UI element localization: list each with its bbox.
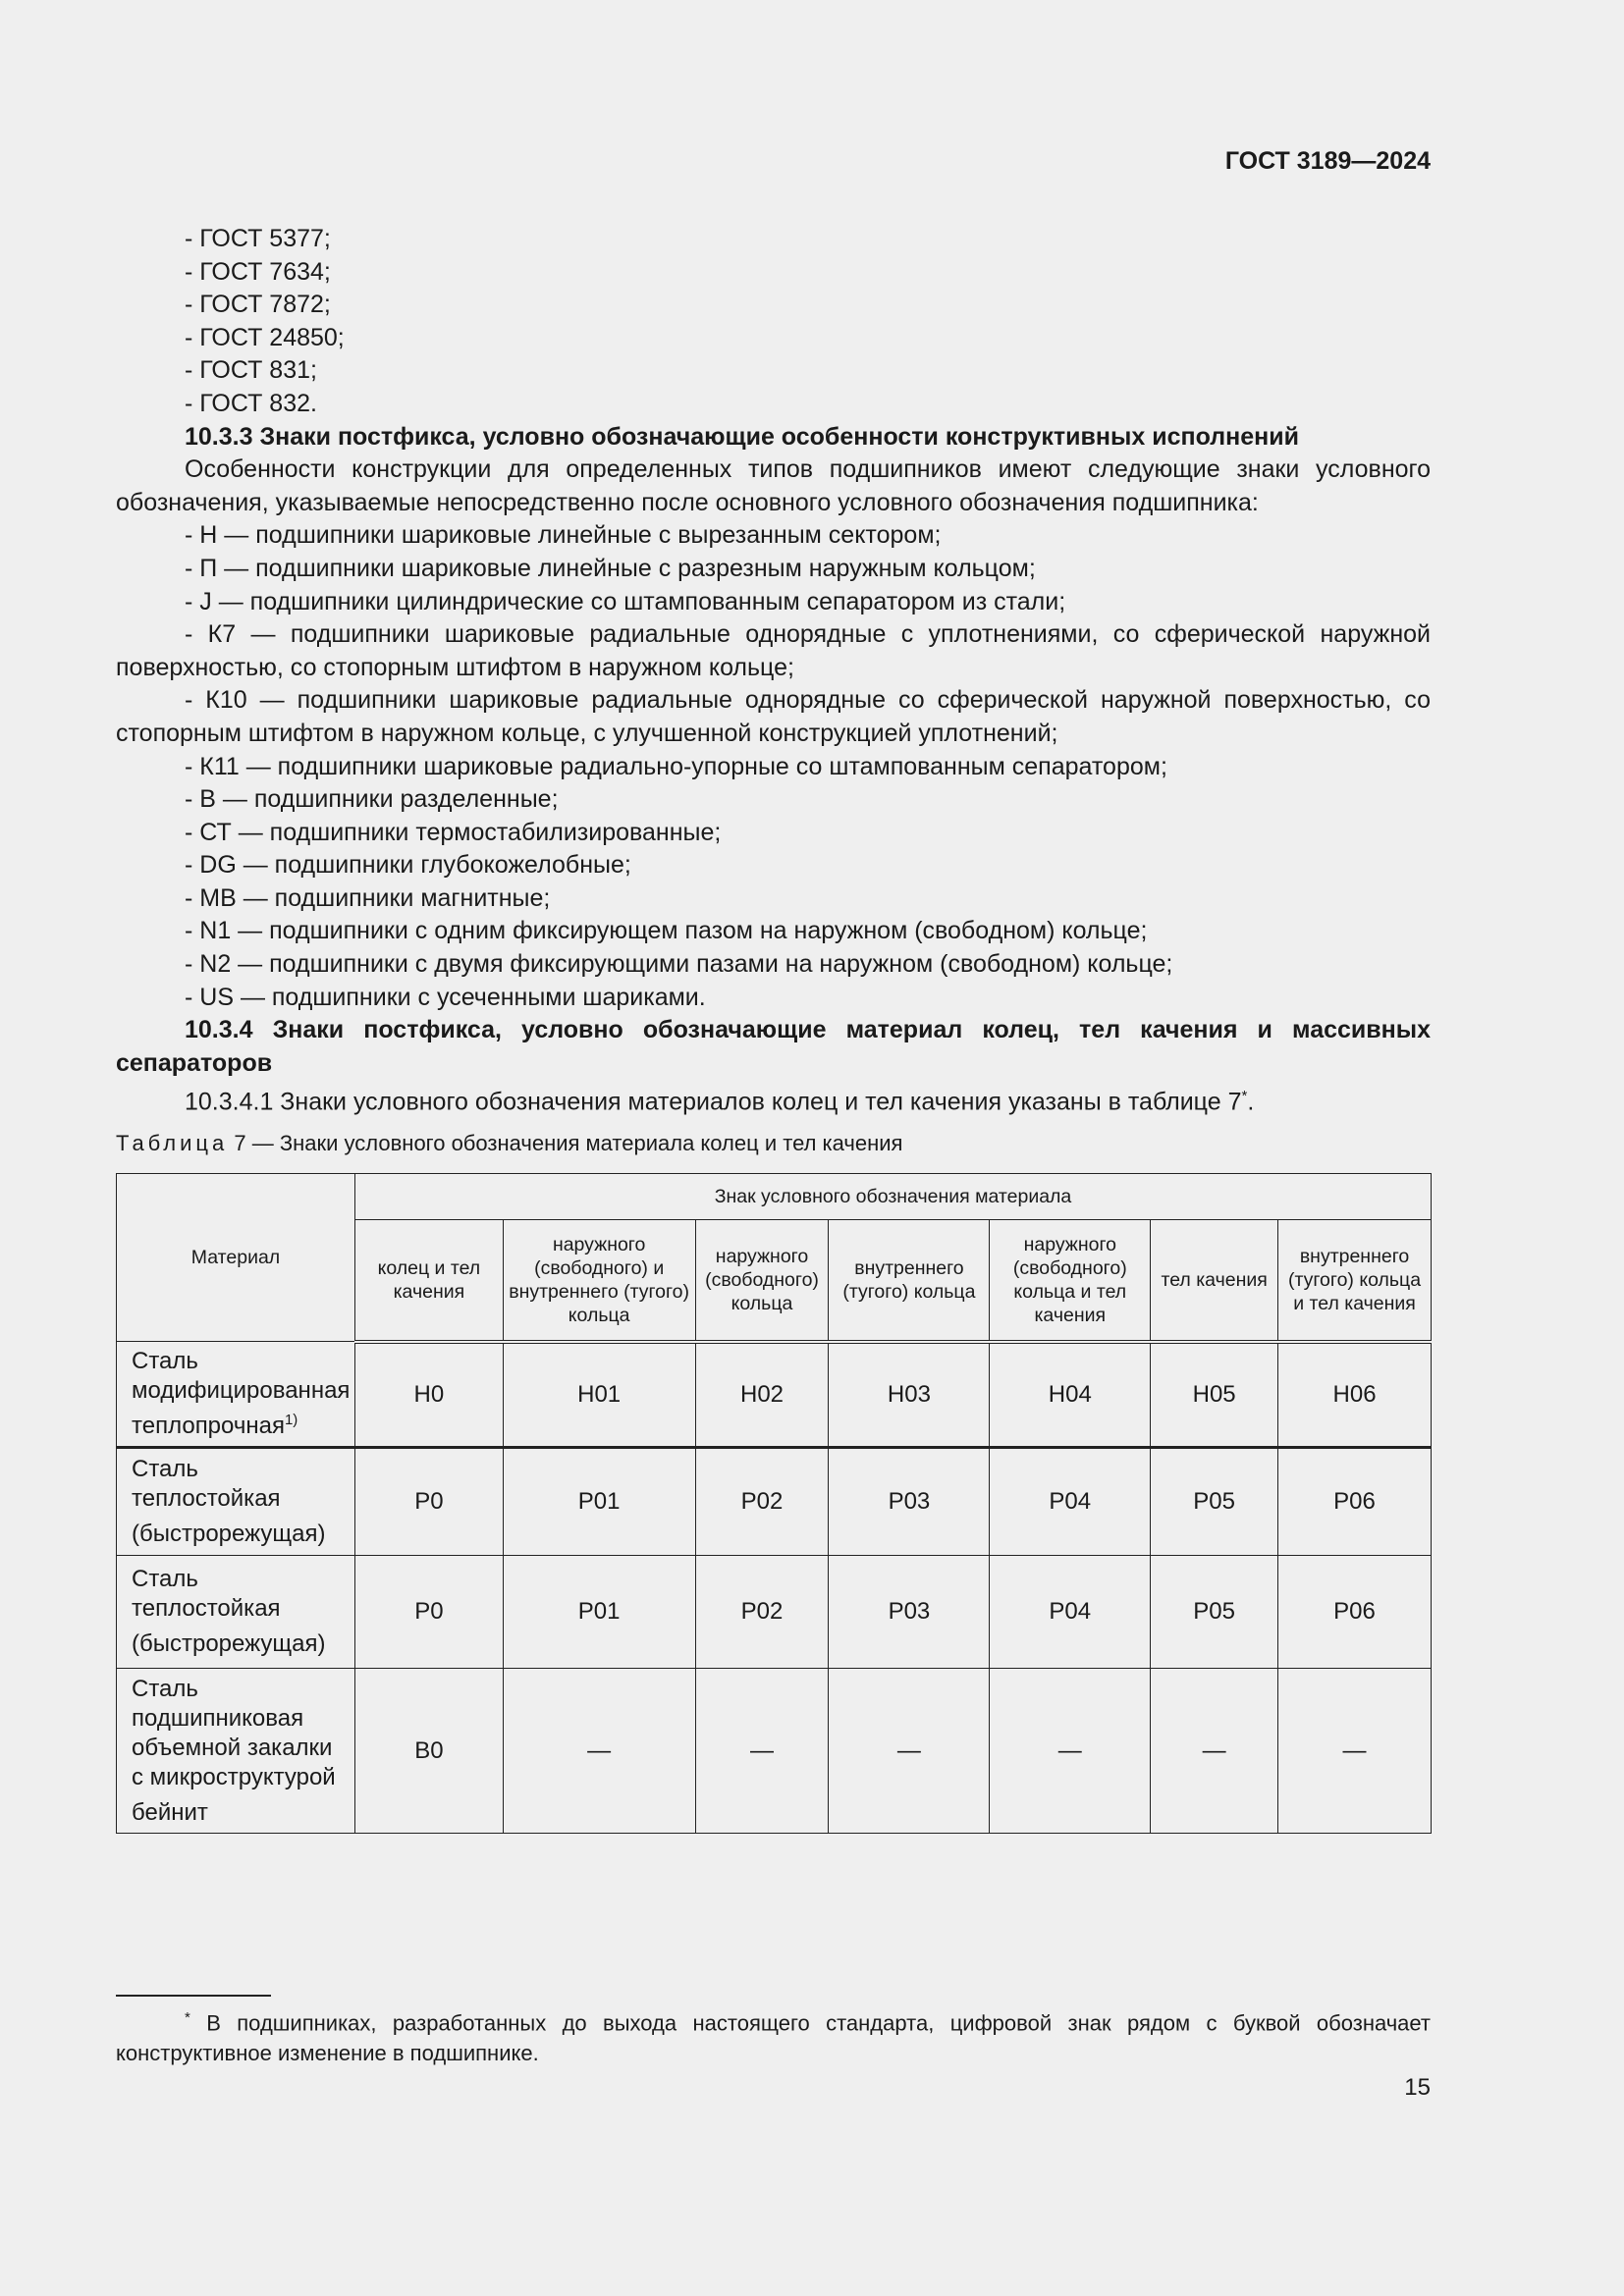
code-cell: Н01 xyxy=(503,1342,695,1448)
list-item: - К11 — подшипники шариковые радиально-упорные со штампованным сепаратором; xyxy=(185,752,1167,780)
code-cell: Р03 xyxy=(829,1556,990,1669)
body-text xyxy=(116,223,1431,1119)
code-cell: Н02 xyxy=(695,1342,829,1448)
list-item: - H — подшипники шариковые линейные с вырезанным сектором; xyxy=(185,521,942,550)
subheader-cell: колец и тел качения xyxy=(354,1220,503,1342)
code-cell: Р01 xyxy=(503,1448,695,1556)
code-cell: Н03 xyxy=(829,1342,990,1448)
paragraph-10-3-4-1 xyxy=(116,1080,1431,1119)
list-item: - N1 — подшипники с одним фиксирующем пазом на наружном (свободном) кольце; xyxy=(185,917,1148,945)
subheader-cell: наружного (свободного) кольца и тел качения xyxy=(990,1220,1151,1342)
list-item: - К7 — подшипники шариковые радиальные однорядные с уплотнениями, со сферической наружной поверхностью, со стопорным штифтом в наружном кольце; xyxy=(116,620,1431,681)
code-cell: Р0 xyxy=(354,1448,503,1556)
code-cell: В0 xyxy=(354,1669,503,1834)
code-cell: — xyxy=(503,1669,695,1834)
table-row xyxy=(117,1669,1432,1834)
material-cell xyxy=(117,1448,355,1556)
list-item: - ГОСТ 5377; xyxy=(185,225,331,252)
list-item: - DG — подшипники глубокожелобные; xyxy=(185,851,631,880)
material-cell xyxy=(117,1342,355,1448)
code-cell: Н06 xyxy=(1278,1342,1432,1448)
table-row xyxy=(117,1556,1432,1669)
material-footnote-ref: 1) xyxy=(284,1412,298,1428)
code-cell: Р04 xyxy=(990,1556,1151,1669)
list-item: - В — подшипники разделенные; xyxy=(185,785,559,814)
code-cell: Р06 xyxy=(1278,1448,1432,1556)
material-name: Сталь теплостойкая (быстрорежущая) xyxy=(132,1566,326,1657)
list-item: - ГОСТ 7872; xyxy=(185,291,331,319)
code-cell: — xyxy=(990,1669,1151,1834)
footnote-divider xyxy=(116,1995,271,1997)
list-item: - N2 — подшипники с двумя фиксирующими пазами на наружном (свободном) кольце; xyxy=(185,950,1173,979)
code-cell: — xyxy=(695,1669,829,1834)
list-item: - МВ — подшипники магнитные; xyxy=(185,883,551,912)
material-codes-table xyxy=(116,1173,1432,1834)
code-cell: — xyxy=(1151,1669,1278,1834)
code-cell: Р02 xyxy=(695,1556,829,1669)
footnote-ref: * xyxy=(1241,1088,1248,1105)
code-cell: — xyxy=(829,1669,990,1834)
document-code: ГОСТ 3189—2024 xyxy=(1224,147,1431,175)
code-cell: Р06 xyxy=(1278,1556,1432,1669)
table-row xyxy=(117,1342,1432,1448)
header-group: Знак условного обозначения материала xyxy=(354,1174,1431,1220)
list-item: - К10 — подшипники шариковые радиальные однорядные со сферической наружной поверхностью, со стопорным штифтом в наружном кольце, с улучшенной конструкцией уплотнений; xyxy=(116,686,1431,747)
code-cell: Н04 xyxy=(990,1342,1151,1448)
code-cell: Р02 xyxy=(695,1448,829,1556)
section-heading-10-3-4: 10.3.4 Знаки постфикса, условно обозначающие материал колец, тел качения и массивных сепараторов xyxy=(116,1016,1431,1077)
code-cell: Р05 xyxy=(1151,1448,1278,1556)
list-item: - ГОСТ 24850; xyxy=(185,323,345,351)
subheader-cell: наружного (свободного) кольца xyxy=(695,1220,829,1342)
code-cell: Н05 xyxy=(1151,1342,1278,1448)
list-item: - ГОСТ 832. xyxy=(185,389,317,417)
table-header-row xyxy=(117,1174,1432,1220)
subheader-cell: наружного (свободного) и внутреннего (тугого) кольца xyxy=(503,1220,695,1342)
code-cell: Р03 xyxy=(829,1448,990,1556)
list-item: - ГОСТ 7634; xyxy=(185,257,331,286)
material-name: Сталь теплостойкая (быстрорежущая) xyxy=(132,1456,326,1547)
code-cell: Р04 xyxy=(990,1448,1151,1556)
list-item: - J — подшипники цилиндрические со штампованным сепаратором из стали; xyxy=(185,587,1066,615)
material-name: Сталь подшипниковая объемной закалки с микроструктурой бейнит xyxy=(132,1675,336,1826)
code-cell: Н0 xyxy=(354,1342,503,1448)
table-row xyxy=(117,1448,1432,1556)
code-cell: Р0 xyxy=(354,1556,503,1669)
subheader-cell: внутреннего (тугого) кольца и тел качения xyxy=(1278,1220,1432,1342)
section-heading-10-3-3: 10.3.3 Знаки постфикса, условно обозначающие особенности конструктивных исполнений xyxy=(185,422,1299,451)
list-item: - СТ — подшипники термостабилизированные; xyxy=(185,818,722,846)
material-cell xyxy=(117,1669,355,1834)
material-cell xyxy=(117,1556,355,1669)
paragraph-end: . xyxy=(1247,1088,1255,1116)
footnote-marker: * xyxy=(185,2009,190,2026)
table-caption-text: 7 — Знаки условного обозначения материала колец и тел качения xyxy=(228,1131,903,1155)
section-intro: Особенности конструкции для определенных типов подшипников имеют следующие знаки условного обозначения, указываемые непосредственно после основного условного обозначения подшипника: xyxy=(116,455,1431,516)
table-caption xyxy=(116,1131,902,1156)
list-item: - ГОСТ 831; xyxy=(185,356,317,385)
code-cell: Р01 xyxy=(503,1556,695,1669)
footnote xyxy=(116,2002,1431,2068)
subheader-cell: тел качения xyxy=(1151,1220,1278,1342)
code-cell: Р05 xyxy=(1151,1556,1278,1669)
subheader-cell: внутреннего (тугого) кольца xyxy=(829,1220,990,1342)
table-caption-label: Таблица xyxy=(116,1131,229,1155)
list-item: - US — подшипники с усеченными шариками. xyxy=(185,983,706,1011)
material-name: Сталь модифицированная теплопрочная xyxy=(132,1348,351,1439)
footnote-text: В подшипниках, разработанных до выхода настоящего стандарта, цифровой знак рядом с буквой обозначает конструктивное изменение в подшипнике. xyxy=(116,2010,1431,2066)
header-material: Материал xyxy=(117,1174,355,1342)
paragraph-text: 10.3.4.1 Знаки условного обозначения материалов колец и тел качения указаны в таблице 7 xyxy=(185,1088,1242,1116)
list-item: - П — подшипники шариковые линейные с разрезным наружным кольцом; xyxy=(185,554,1036,582)
page-number: 15 xyxy=(1404,2074,1431,2101)
code-cell: — xyxy=(1278,1669,1432,1834)
